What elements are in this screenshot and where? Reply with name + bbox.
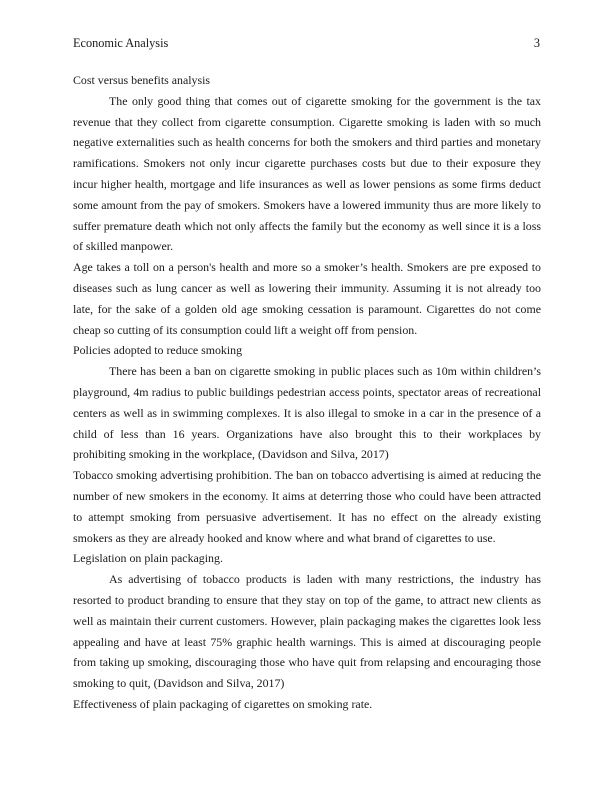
paragraph-age-health: Age takes a toll on a person's health and more so a smoker’s health. Smokers are pre exposed to diseases such as lung cancer as well as lowering their immunity. Assuming it is not already too late, for the sake of a golden old age smoking cessation is paramount. Cigarettes do not come cheap so cutting of its consumption could lift a weight off from pension. <box>73 260 541 337</box>
section-heading-plain-packaging: Legislation on plain packaging. <box>73 551 223 566</box>
paragraph-public-ban: There has been a ban on cigarette smoking in public places such as 10m within children’s playground, 4m radius to public buildings pedestrian access points, spectator areas of recreational centers as well as in swimming complexes. It is also illegal to smoke in a car in the presence of a child of less than 16 years. Organizations have also brought this to their workplaces by prohibiting smoking in the workplace, (Davidson and Silva, 2017) <box>73 364 541 462</box>
document-body <box>73 70 541 715</box>
paragraph-plain-packaging: As advertising of tobacco products is laden with many restrictions, the industry has resorted to product branding to ensure that they stay on top of the game, to attract new clients as well as maintain their current customers. However, plain packaging makes the cigarettes look less appealing and have at least 75% graphic health warnings. This is aimed at discouraging people from taking up smoking, discouraging those who have quit from relapsing and encouraging those smoking to quit, (Davidson and Silva, 2017) <box>73 572 541 691</box>
page-header <box>73 36 540 52</box>
running-head: Economic Analysis <box>73 36 169 50</box>
section-heading-effectiveness: Effectiveness of plain packaging of cigarettes on smoking rate. <box>73 696 373 711</box>
paragraph-advertising-ban: Tobacco smoking advertising prohibition. The ban on tobacco advertising is aimed at reducing the number of new smokers in the economy. It aims at deterring those who could have been attracted to attempt smoking from persuasive advertisement. It has no effect on the already existing smokers as they are already hooked and know where and what brand of cigarettes to use. <box>73 468 541 545</box>
paragraph-cost-benefit: The only good thing that comes out of cigarette smoking for the government is the tax revenue that they collect from cigarette consumption. Cigarette smoking is laden with so much negative externalities such as health concerns for both the smokers and third parties and monetary ramifications. Smokers not only incur cigarette purchases costs but due to their exposure they incur higher health, mortgage and life insurances as well as lower pensions as some firms deduct some amount from the pay of smokers. Smokers have a lowered immunity thus are more likely to suffer premature death which not only affects the family but the economy as well since it is a loss of skilled manpower. <box>73 93 541 254</box>
section-heading-policies: Policies adopted to reduce smoking <box>73 343 243 358</box>
page-number: 3 <box>533 36 540 50</box>
section-heading-cost-benefit: Cost versus benefits analysis <box>73 73 211 87</box>
